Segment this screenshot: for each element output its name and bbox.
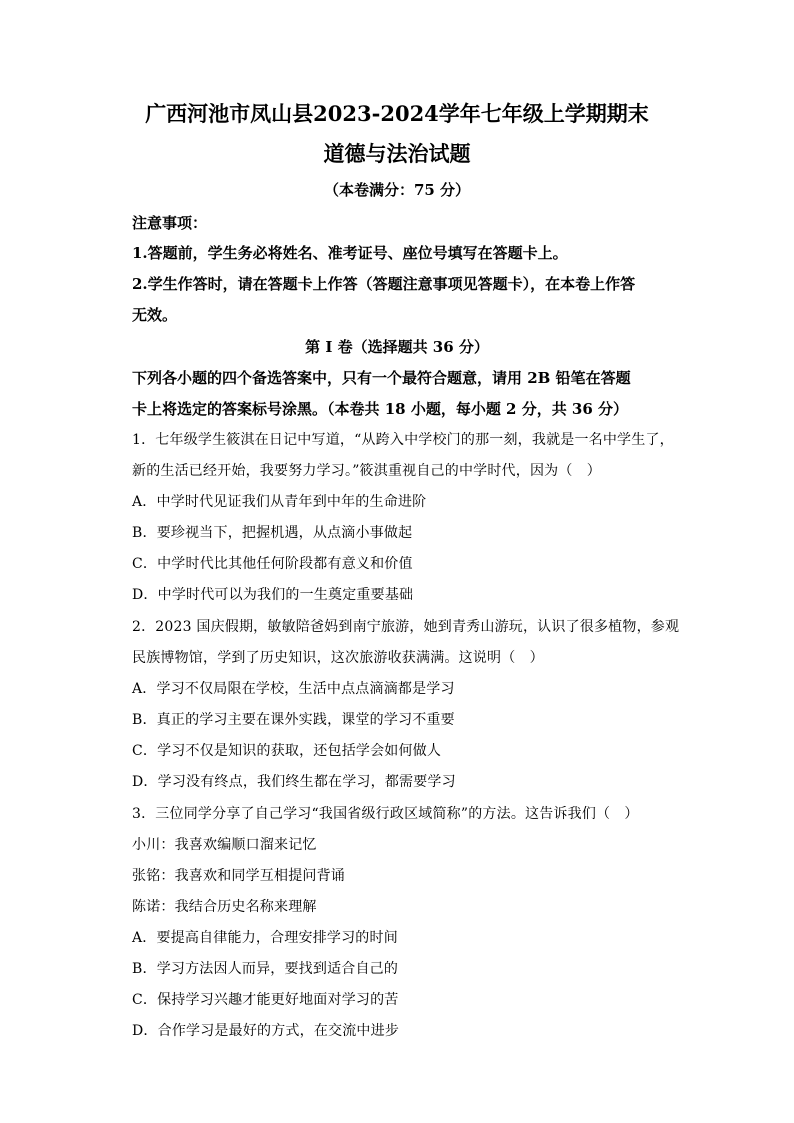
question-option: D．学习没有终点，我们终生都在学习，都需要学习 <box>132 774 456 790</box>
notice-item: 1.答题前，学生务必将姓名、准考证号、座位号填写在答题卡上。 <box>132 244 568 262</box>
question-option: D．合作学习是最好的方式，在交流中进步 <box>132 1023 400 1039</box>
question-option: C．学习不仅是知识的获取，还包括学会如何做人 <box>132 743 442 759</box>
exam-subject: 道德与法治试题 <box>323 141 471 166</box>
question-stem-continued: 民族博物馆，学到了历史知识，这次旅游收获满满。这说明（ ） <box>132 650 544 666</box>
question-option: B．真正的学习主要在课外实践，课堂的学习不重要 <box>132 712 455 728</box>
exam-title: 广西河池市凤山县2023-2024学年七年级上学期期末 <box>145 101 649 126</box>
question-option: C．中学时代比其他任何阶段都有意义和价值 <box>132 556 413 572</box>
question-option: A．中学时代见证我们从青年到中年的生命进阶 <box>132 494 427 510</box>
section-title: 第 I 卷（选择题共 36 分） <box>305 338 489 356</box>
question-option: A．学习不仅局限在学校，生活中点点滴滴都是学习 <box>132 681 455 697</box>
section-instructions-continued: 卡上将选定的答案标号涂黑。（本卷共 18 小题，每小题 2 分，共 36 分） <box>132 400 629 418</box>
dialog-line: 张铭：我喜欢和同学互相提问背诵 <box>132 868 345 884</box>
question-option: A．要提高自律能力，合理安排学习的时间 <box>132 930 398 946</box>
question-stem: 3．三位同学分享了自己学习“我国省级行政区域简称”的方法。这告诉我们（ ） <box>132 806 639 822</box>
notice-item: 2.学生作答时，请在答题卡上作答（答题注意事项见答题卡），在本卷上作答 <box>132 275 636 293</box>
question-option: B．学习方法因人而异，要找到适合自己的 <box>132 961 399 977</box>
question-option: B．要珍视当下，把握机遇，从点滴小事做起 <box>132 525 413 541</box>
dialog-line: 小川：我喜欢编顺口溜来记忆 <box>132 837 317 853</box>
question-stem: 1．七年级学生筱淇在日记中写道，“从跨入中学校门的那一刻，我就是一名中学生了， <box>132 432 674 448</box>
section-instructions: 下列各小题的四个备选答案中，只有一个最符合题意，请用 2B 铅笔在答题 <box>132 369 631 387</box>
question-stem: 2．2023 国庆假期，敏敏陪爸妈到南宁旅游，她到青秀山游玩，认识了很多植物，参观 <box>132 619 680 635</box>
total-score: （本卷满分：75 分） <box>323 181 471 199</box>
notice-item-continued: 无效。 <box>132 306 178 324</box>
question-option: C．保持学习兴趣才能更好地面对学习的苦 <box>132 992 399 1008</box>
notice-heading: 注意事项： <box>132 214 208 232</box>
question-option: D．中学时代可以为我们的一生奠定重要基础 <box>132 587 414 603</box>
dialog-line: 陈诺：我结合历史名称来理解 <box>132 899 317 915</box>
question-stem-continued: 新的生活已经开始，我要努力学习。”筱淇重视自己的中学时代，因为（ ） <box>132 463 601 479</box>
